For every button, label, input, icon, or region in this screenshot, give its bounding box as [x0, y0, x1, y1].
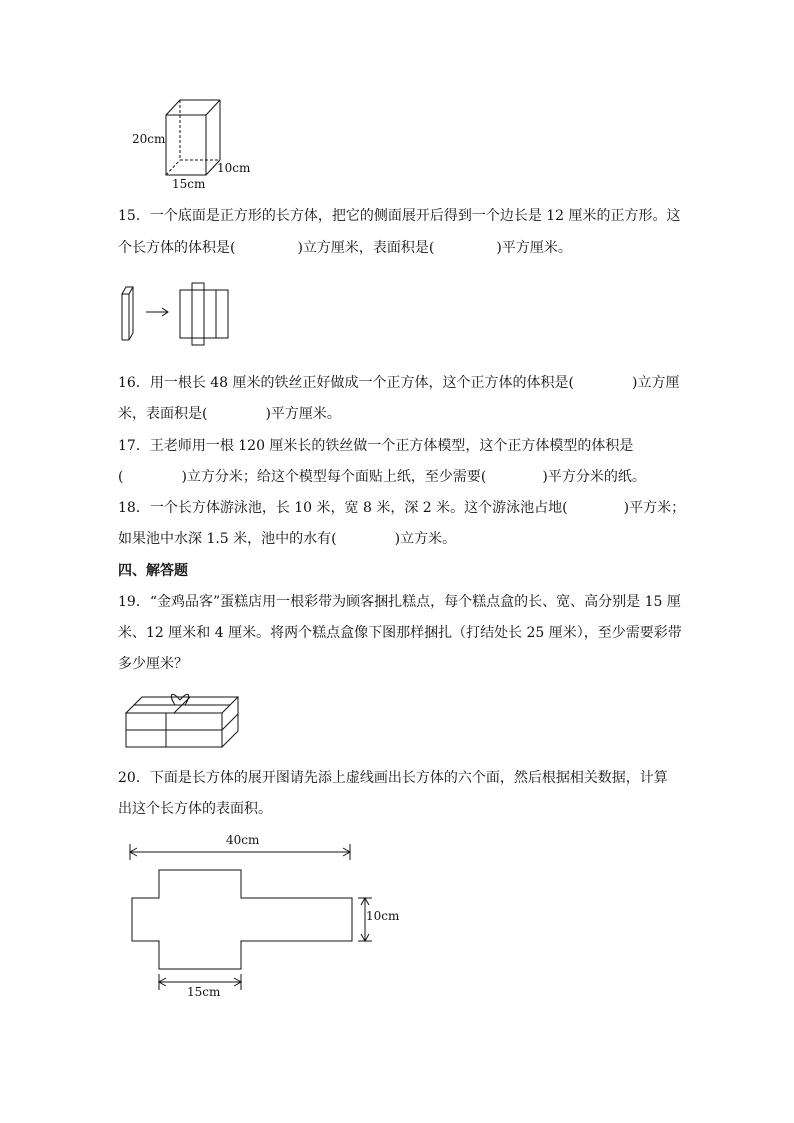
net-height-label: 10cm [366, 909, 400, 923]
net-bottom-label: 15cm [187, 985, 221, 999]
q18-line1: 18．一个长方体游泳池，长 10 米，宽 8 米，深 2 米。这个游泳池占地( )平方米； [118, 500, 686, 516]
q15-line1: 15．一个底面是正方形的长方体，把它的侧面展开后得到一个边长是 12 厘米的正方形。这 [118, 208, 681, 224]
cuboid-width-label: 15cm [172, 177, 206, 191]
net-width-label: 40cm [226, 833, 260, 847]
q16-line1: 16．用一根长 48 厘米的铁丝正好做成一个正方体，这个正方体的体积是( )立方厘 [118, 375, 680, 391]
q18-line2: 如果池中水深 1.5 米，池中的水有( )立方米。 [118, 531, 457, 547]
q20-line2: 出这个长方体的表面积。 [118, 801, 272, 817]
q19-line3: 多少厘米？ [118, 656, 188, 672]
q17-line1: 17．王老师用一根 120 厘米长的铁丝做一个正方体模型，这个正方体模型的体积是 [118, 438, 634, 454]
section-heading: 四、解答题 [118, 563, 188, 579]
q20-line1: 20．下面是长方体的展开图请先添上虚线画出长方体的六个面，然后根据相关数据，计算 [118, 770, 668, 786]
q15-line2: 个长方体的体积是( )立方厘米，表面积是( )平方厘米。 [118, 240, 572, 256]
cuboid-height-label: 20cm [132, 132, 166, 146]
q19-line1: 19．“金鸡品客”蛋糕店用一根彩带为顾客捆扎糕点，每个糕点盒的长、宽、高分别是 15 厘 [118, 594, 681, 610]
cuboid-depth-label: 10cm [217, 161, 251, 175]
q17-line2: ( )立方分米；给这个模型每个面贴上纸，至少需要( )平方分米的纸。 [118, 469, 646, 485]
q19-line2: 米、12 厘米和 4 厘米。将两个糕点盒像下图那样捆扎（打结处长 25 厘米），至少需要彩带 [118, 625, 682, 641]
q16-line2: 米，表面积是( )平方厘米。 [118, 406, 341, 422]
